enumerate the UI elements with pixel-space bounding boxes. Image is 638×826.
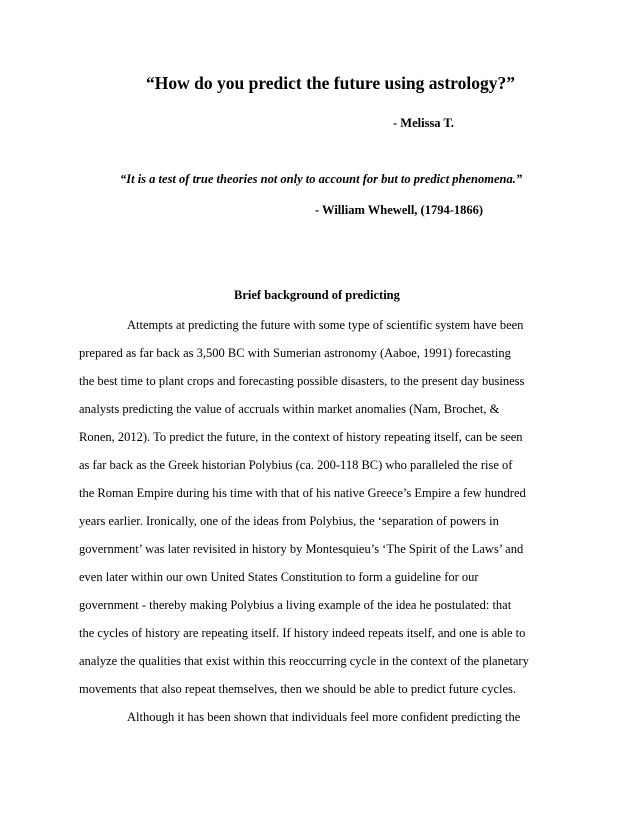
paragraph-line: Attempts at predicting the future with some type of scientific system have been bbox=[127, 318, 524, 332]
paragraph-line: even later within our own United States Constitution to form a guideline for our bbox=[79, 570, 479, 584]
title-attribution: - Melissa T. bbox=[393, 116, 454, 130]
paragraph-line: years earlier. Ironically, one of the ideas from Polybius, the ‘separation of powers in bbox=[79, 514, 499, 528]
epigraph-attribution: - William Whewell, (1794-1866) bbox=[315, 203, 484, 217]
paragraph-line: Ronen, 2012). To predict the future, in the context of history repeating itself, can be seen bbox=[79, 430, 523, 444]
paragraph-line: prepared as far back as 3,500 BC with Sumerian astronomy (Aaboe, 1991) forecasting bbox=[79, 346, 511, 360]
paragraph-line: movements that also repeat themselves, then we should be able to predict future cycles. bbox=[79, 682, 517, 696]
paragraph-line: as far back as the Greek historian Polybius (ca. 200-118 BC) who paralleled the rise of bbox=[79, 458, 513, 472]
paragraph-line: the cycles of history are repeating itself. If history indeed repeats itself, and one is able to bbox=[79, 626, 526, 640]
paragraph-line: government’ was later revisited in history by Montesquieu’s ‘The Spirit of the Laws’ and bbox=[79, 542, 524, 556]
document-title: “How do you predict the future using astrology?” bbox=[146, 73, 515, 93]
section-heading: Brief background of predicting bbox=[234, 288, 400, 302]
paragraph-line: government - thereby making Polybius a living example of the idea he postulated: that bbox=[79, 598, 512, 612]
paragraph-line: analysts predicting the value of accruals within market anomalies (Nam, Brochet, & bbox=[79, 402, 500, 416]
epigraph-quote: “It is a test of true theories not only to account for but to predict phenomena.” bbox=[120, 172, 523, 186]
paragraph-line: Although it has been shown that individuals feel more confident predicting the bbox=[127, 710, 521, 724]
paragraph-line: the Roman Empire during his time with that of his native Greece’s Empire a few hundred bbox=[79, 486, 526, 500]
paragraph-line: analyze the qualities that exist within this reoccurring cycle in the context of the planetary bbox=[79, 654, 529, 668]
paragraph-line: the best time to plant crops and forecasting possible disasters, to the present day business bbox=[79, 374, 525, 388]
